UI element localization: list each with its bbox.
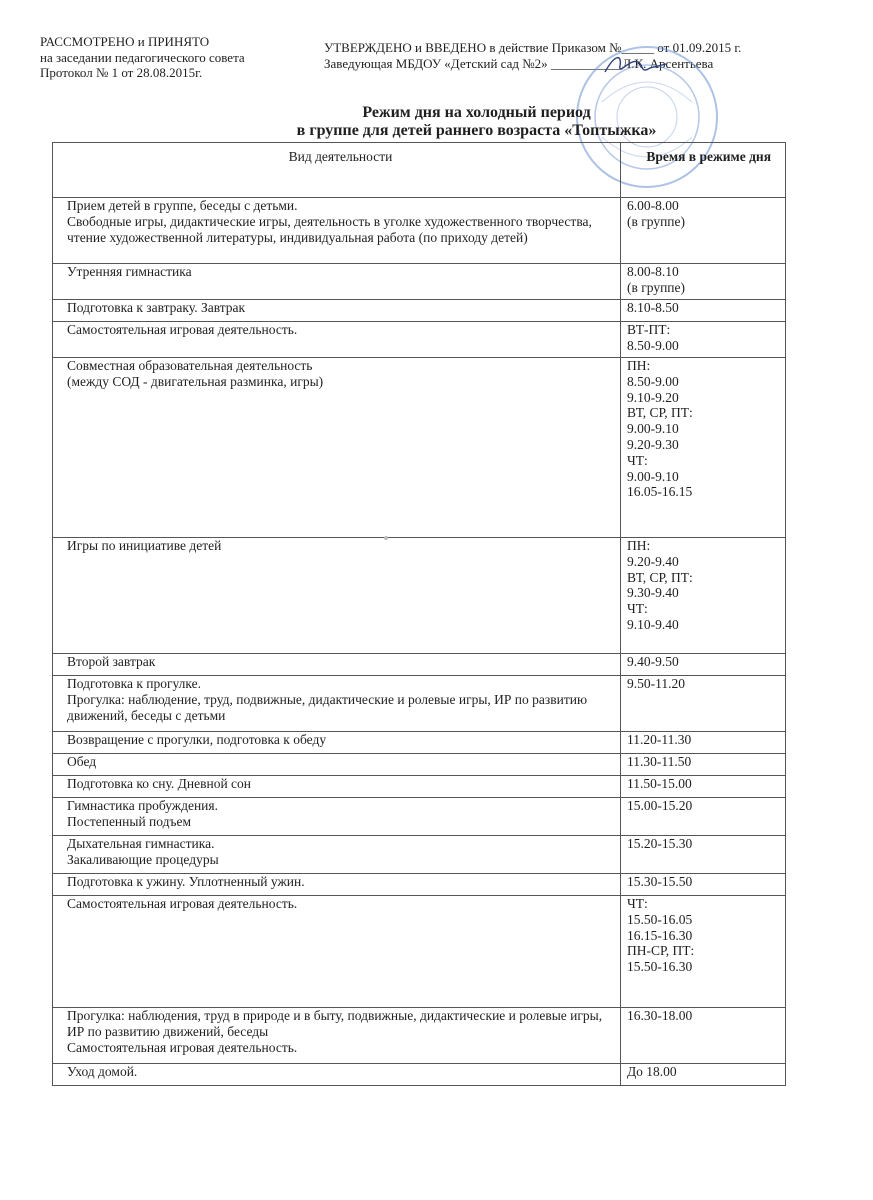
time-text: ВТ-ПТ: — [626, 322, 671, 337]
activity-cell — [53, 1064, 621, 1086]
activity-text: (между СОД - двигательная разминка, игры) — [67, 373, 324, 389]
activity-text: Уход домой. — [67, 1064, 138, 1079]
table-row — [53, 676, 786, 732]
approved-label: УТВЕРЖДЕНО и ВВЕДЕНО в действие Приказом №_____ от 01.09.2015 г. — [324, 40, 742, 55]
activity-cell — [53, 300, 621, 322]
time-cell — [620, 1008, 785, 1064]
activity-text: Самостоятельная игровая деятельность. — [67, 896, 298, 911]
time-header: Время в режиме дня — [620, 143, 785, 198]
activity-cell — [53, 654, 621, 676]
approval-block-left — [40, 34, 310, 81]
time-text: 9.10-9.40 — [626, 616, 679, 632]
activity-text: Прогулка: наблюдение, труд, подвижные, дидактические и ролевые игры, ИР по развитию движений, беседы с детьми — [67, 691, 588, 723]
activity-header: Вид деятельности — [53, 143, 621, 198]
activity-text: Самостоятельная игровая деятельность. — [67, 322, 298, 337]
time-text: 9.40-9.50 — [626, 654, 679, 669]
activity-cell — [53, 836, 621, 874]
time-text: 8.00-8.10 — [626, 264, 679, 279]
schedule-table — [52, 142, 786, 1086]
time-cell — [620, 836, 785, 874]
time-text: 9.10-9.20 — [626, 389, 679, 405]
activity-text: Дыхательная гимнастика. — [67, 836, 215, 851]
time-cell — [620, 732, 785, 754]
table-row — [53, 198, 786, 264]
time-text: 15.50-16.05 — [626, 911, 693, 927]
activity-text: Второй завтрак — [67, 654, 156, 669]
table-row — [53, 654, 786, 676]
time-text: (в группе) — [626, 279, 686, 295]
activity-cell — [53, 874, 621, 896]
table-row — [53, 732, 786, 754]
title-line-1: Режим дня на холодный период — [362, 104, 591, 121]
council-label: на заседании педагогического совета — [40, 49, 245, 65]
signature-mark — [600, 52, 670, 78]
activity-text: Постепенный подъем — [67, 813, 192, 829]
activity-text: Самостоятельная игровая деятельность. — [67, 1039, 298, 1055]
time-text: 11.50-15.00 — [626, 776, 692, 791]
head-signature-label: Заведующая МБДОУ «Детский сад №2» ___________Л.К. Арсентьева — [324, 56, 714, 71]
activity-cell — [53, 1008, 621, 1064]
time-cell — [620, 198, 785, 264]
time-text: ПН-СР, ПТ: — [626, 943, 695, 959]
activity-cell — [53, 538, 621, 654]
time-cell — [620, 1064, 785, 1086]
time-text: 8.50-9.00 — [626, 373, 679, 389]
activity-text: Подготовка к прогулке. — [67, 676, 201, 691]
time-text: 8.50-9.00 — [626, 337, 679, 353]
time-cell — [620, 300, 785, 322]
table-row — [53, 322, 786, 358]
activity-text: Совместная образовательная деятельность — [67, 358, 313, 373]
time-cell — [620, 358, 785, 538]
time-text: ЧТ: — [626, 896, 648, 911]
time-cell — [620, 538, 785, 654]
activity-text: Закаливающие процедуры — [67, 851, 219, 867]
table-row — [53, 1064, 786, 1086]
table-row — [53, 776, 786, 798]
table-header-row — [53, 143, 786, 198]
activity-text: Прогулка: наблюдения, труд в природе и в быту, подвижные, дидактические и ролевые игры, ИР по развитию движений, беседы — [67, 1008, 603, 1039]
activity-text: Подготовка к завтраку. Завтрак — [67, 300, 246, 315]
time-text: 16.05-16.15 — [626, 484, 693, 500]
activity-cell — [53, 264, 621, 300]
scan-speck — [384, 536, 388, 540]
activity-cell — [53, 198, 621, 264]
time-text: 9.50-11.20 — [626, 676, 685, 691]
time-text: (в группе) — [626, 213, 686, 229]
time-text: 16.15-16.30 — [626, 927, 693, 943]
time-text: ЧТ: — [626, 452, 648, 468]
activity-text: Прием детей в группе, беседы с детьми. — [67, 198, 298, 213]
table-row — [53, 798, 786, 836]
activity-cell — [53, 896, 621, 1008]
table-row — [53, 754, 786, 776]
time-text: 9.00-9.10 — [626, 421, 679, 437]
activity-cell — [53, 322, 621, 358]
time-text: ВТ, СР, ПТ: — [626, 405, 693, 421]
title-line-2: в группе для детей раннего возраста «Топтыжка» — [296, 122, 657, 139]
time-cell — [620, 754, 785, 776]
activity-cell — [53, 776, 621, 798]
time-cell — [620, 798, 785, 836]
time-text: 11.30-11.50 — [626, 754, 692, 769]
time-cell — [620, 896, 785, 1008]
time-cell — [620, 676, 785, 732]
table-row — [53, 836, 786, 874]
time-text: 6.00-8.00 — [626, 198, 679, 213]
time-cell — [620, 322, 785, 358]
time-text: 15.50-16.30 — [626, 959, 693, 975]
activity-cell — [53, 732, 621, 754]
time-cell — [620, 264, 785, 300]
activity-cell — [53, 676, 621, 732]
time-text: 9.00-9.10 — [626, 468, 679, 484]
activity-text: Свободные игры, дидактические игры, деятельность в уголке художественного творчества, чтение художественной литературы, индивидуальная работа (по приходу детей) — [67, 213, 592, 245]
time-text: ВТ, СР, ПТ: — [626, 569, 693, 585]
table-row — [53, 896, 786, 1008]
activity-text: Утренняя гимнастика — [67, 264, 192, 279]
time-text: 9.30-9.40 — [626, 585, 679, 601]
activity-text: Гимнастика пробуждения. — [67, 798, 218, 813]
table-row — [53, 264, 786, 300]
activity-text: Подготовка ко сну. Дневной сон — [67, 776, 252, 791]
time-text: 9.20-9.40 — [626, 553, 679, 569]
activity-text: Подготовка к ужину. Уплотненный ужин. — [67, 874, 305, 889]
time-text: 15.20-15.30 — [626, 836, 693, 851]
activity-cell — [53, 798, 621, 836]
activity-cell — [53, 358, 621, 538]
time-text: 16.30-18.00 — [626, 1008, 693, 1023]
time-text: 8.10-8.50 — [626, 300, 679, 315]
time-text: ПН: — [626, 358, 651, 373]
time-text: 11.20-11.30 — [626, 732, 692, 747]
activity-cell — [53, 754, 621, 776]
time-text: ЧТ: — [626, 601, 648, 617]
activity-text: Возвращение с прогулки, подготовка к обеду — [67, 732, 327, 747]
document-title — [0, 104, 873, 140]
time-text: 15.00-15.20 — [626, 798, 693, 813]
time-text: 9.20-9.30 — [626, 436, 679, 452]
time-text: ПН: — [626, 538, 651, 553]
table-row — [53, 538, 786, 654]
table-row — [53, 300, 786, 322]
table-row — [53, 874, 786, 896]
time-cell — [620, 874, 785, 896]
schedule-body — [53, 198, 786, 1086]
table-row — [53, 1008, 786, 1064]
considered-label: РАССМОТРЕНО и ПРИНЯТО — [40, 34, 210, 49]
activity-text: Игры по инициативе детей — [67, 538, 222, 553]
protocol-label: Протокол № 1 от 28.08.2015г. — [40, 65, 203, 80]
table-row — [53, 358, 786, 538]
time-text: 15.30-15.50 — [626, 874, 693, 889]
activity-text: Обед — [67, 754, 97, 769]
time-cell — [620, 654, 785, 676]
time-text: До 18.00 — [626, 1064, 677, 1079]
time-cell — [620, 776, 785, 798]
